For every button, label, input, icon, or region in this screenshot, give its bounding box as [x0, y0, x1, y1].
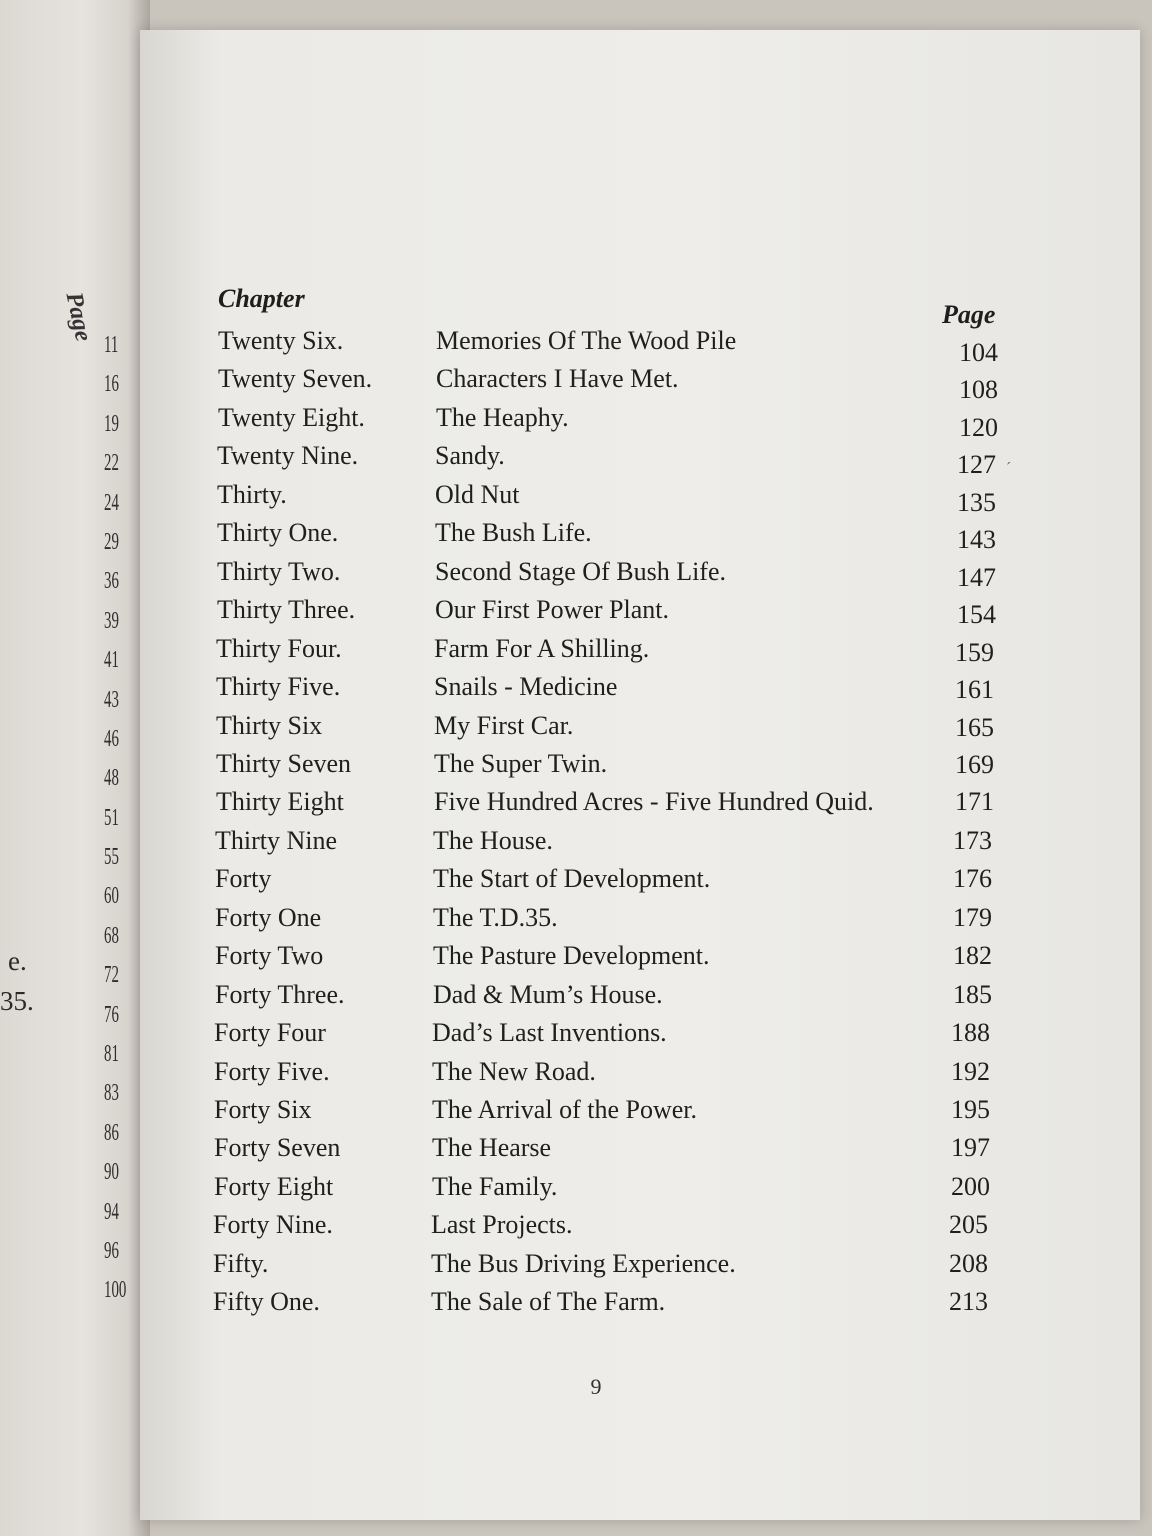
toc-title: Old Nut	[435, 479, 520, 509]
left-page-number: 24	[104, 489, 119, 516]
toc-chapter: Forty Nine.	[213, 1210, 333, 1240]
toc-page: 104	[959, 338, 998, 367]
toc-title: Characters I Have Met.	[436, 364, 679, 394]
left-page-number: 55	[104, 844, 119, 871]
toc-page: 161	[955, 675, 994, 705]
toc-title: The Super Twin.	[434, 748, 608, 778]
toc-title: The Family.	[432, 1171, 558, 1201]
toc-title: Snails - Medicine	[434, 672, 618, 702]
toc-page: 173	[953, 825, 992, 855]
toc-title: Dad’s Last Inventions.	[432, 1018, 667, 1048]
toc-chapter: Thirty Four.	[216, 633, 342, 663]
left-page-number: 96	[104, 1237, 119, 1264]
toc-page: 213	[949, 1287, 988, 1317]
toc-page: 208	[949, 1248, 988, 1278]
toc-chapter: Forty Six	[214, 1095, 312, 1124]
left-page-number: 51	[104, 804, 119, 831]
toc-page: 135	[957, 487, 996, 517]
toc-chapter: Twenty Six.	[218, 326, 344, 355]
toc-row	[214, 1057, 990, 1095]
toc-chapter: Forty Five.	[214, 1056, 330, 1086]
toc-row	[214, 1095, 990, 1133]
toc-title: Memories Of The Wood Pile	[436, 326, 737, 355]
toc-page: 200	[951, 1171, 990, 1201]
toc-chapter: Fifty One.	[213, 1287, 320, 1317]
toc-row	[217, 480, 996, 518]
page-number: 9	[590, 1374, 602, 1399]
toc-page: 205	[949, 1210, 988, 1240]
toc-page: 171	[955, 787, 994, 817]
toc-title: The Start of Development.	[433, 864, 711, 894]
toc-row	[216, 711, 994, 749]
toc-title: Our First Power Plant.	[435, 595, 669, 625]
toc-chapter: Forty Seven	[214, 1133, 341, 1163]
toc-chapter: Thirty Eight	[216, 787, 344, 817]
toc-title: Sandy.	[435, 441, 505, 471]
toc-row	[214, 1018, 990, 1056]
toc-chapter: Thirty One.	[217, 518, 339, 548]
left-page-number: 60	[104, 883, 119, 910]
toc-title: Five Hundred Acres - Five Hundred Quid.	[434, 787, 874, 817]
toc-chapter: Forty Four	[214, 1018, 326, 1048]
left-page-header: Page	[60, 290, 97, 344]
left-page-number: 48	[104, 765, 119, 792]
left-page-number: 76	[104, 1001, 119, 1028]
stray-mark: ˊ	[1006, 460, 1012, 477]
toc-title: The Sale of The Farm.	[431, 1287, 666, 1317]
toc-title: The Hearse	[432, 1133, 552, 1163]
toc-row	[218, 364, 998, 405]
left-page-number: 100	[104, 1277, 127, 1304]
toc-chapter: Thirty.	[217, 479, 287, 509]
toc-row	[217, 595, 996, 633]
toc-row	[215, 903, 992, 941]
left-fragment: e.	[8, 946, 27, 976]
toc-row	[216, 634, 994, 672]
left-page-number: 11	[104, 332, 119, 358]
toc-row	[217, 557, 996, 595]
toc-page: 176	[953, 864, 992, 894]
left-page-number: 46	[104, 725, 119, 752]
toc-chapter: Forty Two	[215, 941, 324, 971]
left-page-number: 22	[104, 450, 119, 477]
toc-title: The Bus Driving Experience.	[431, 1248, 736, 1278]
toc-chapter: Forty	[215, 864, 272, 894]
toc-chapter: Twenty Seven.	[218, 364, 373, 394]
page-column-header: Page	[942, 300, 996, 329]
toc-page: 185	[953, 979, 992, 1009]
toc-page: 182	[953, 941, 992, 971]
toc-title: The Pasture Development.	[433, 941, 710, 971]
left-page-number: 86	[104, 1119, 119, 1146]
toc-title: My First Car.	[434, 710, 574, 740]
toc-row	[213, 1249, 988, 1287]
toc-page: 195	[951, 1095, 990, 1124]
toc-chapter: Thirty Six	[216, 710, 323, 740]
toc-chapter: Forty One	[215, 902, 322, 932]
toc-title: Farm For A Shilling.	[434, 633, 650, 663]
toc-row	[216, 787, 994, 825]
left-page-number: 43	[104, 686, 119, 713]
toc-row	[218, 326, 998, 367]
toc-page: 159	[955, 637, 994, 667]
toc-page: 108	[959, 375, 998, 405]
toc-row	[216, 749, 994, 787]
toc-chapter: Forty Three.	[215, 979, 345, 1009]
toc-chapter: Thirty Three.	[217, 595, 356, 625]
left-page-number: 29	[104, 528, 119, 555]
toc-chapter: Twenty Nine.	[217, 441, 359, 471]
toc-row	[216, 672, 994, 710]
toc-row	[215, 864, 992, 902]
toc-row	[213, 1210, 988, 1248]
toc-page: 154	[957, 600, 996, 630]
toc-row	[215, 941, 992, 979]
left-page-number: 19	[104, 410, 119, 437]
left-fragment: 35.	[0, 986, 34, 1016]
toc-chapter: Thirty Seven	[216, 748, 352, 778]
toc-page: 165	[955, 712, 994, 742]
toc-row	[215, 826, 992, 864]
toc-page: 169	[955, 749, 994, 779]
toc-page: 147	[957, 562, 996, 592]
toc-chapter: Twenty Eight.	[218, 402, 365, 432]
toc-page: 143	[957, 525, 996, 555]
toc-page: 127	[957, 450, 996, 480]
toc-title: The Heaphy.	[436, 402, 569, 432]
toc-page: 120	[959, 412, 998, 442]
toc-row	[218, 403, 998, 441]
toc-row	[217, 441, 996, 479]
toc-title: The House.	[433, 825, 553, 855]
toc-row	[213, 1287, 988, 1325]
toc-title: Dad & Mum’s House.	[433, 979, 663, 1009]
toc-chapter: Forty Eight	[214, 1171, 334, 1201]
toc-page: 192	[951, 1056, 990, 1086]
left-page-number: 16	[104, 371, 119, 398]
left-page-number: 83	[104, 1080, 119, 1107]
left-page-number: 36	[104, 568, 119, 595]
toc-row	[217, 518, 996, 556]
left-page-number: 72	[104, 962, 119, 989]
toc-chapter: Thirty Nine	[215, 825, 338, 855]
toc-title: The Bush Life.	[435, 518, 592, 548]
toc-page: 179	[953, 902, 992, 932]
toc-row	[215, 980, 992, 1018]
toc-page: 188	[951, 1018, 990, 1048]
left-page-number: 68	[104, 922, 119, 949]
toc-title: The T.D.35.	[433, 902, 558, 932]
left-page-number: 90	[104, 1159, 119, 1186]
left-page-number: 94	[104, 1198, 119, 1225]
toc-title: Second Stage Of Bush Life.	[435, 556, 727, 586]
toc-title: Last Projects.	[431, 1210, 573, 1240]
left-page-number: 81	[104, 1041, 119, 1068]
toc-chapter: Thirty Two.	[217, 556, 341, 586]
chapter-column-header: Chapter	[218, 284, 305, 313]
toc-title: The New Road.	[432, 1056, 596, 1086]
toc-chapter: Thirty Five.	[216, 672, 341, 702]
left-page-number: 41	[104, 647, 119, 674]
toc-page: 197	[951, 1133, 990, 1163]
toc-row	[214, 1133, 990, 1171]
toc-title: The Arrival of the Power.	[432, 1095, 697, 1124]
toc-chapter: Fifty.	[213, 1248, 269, 1278]
toc-row	[214, 1172, 990, 1210]
left-page-number: 39	[104, 607, 119, 634]
